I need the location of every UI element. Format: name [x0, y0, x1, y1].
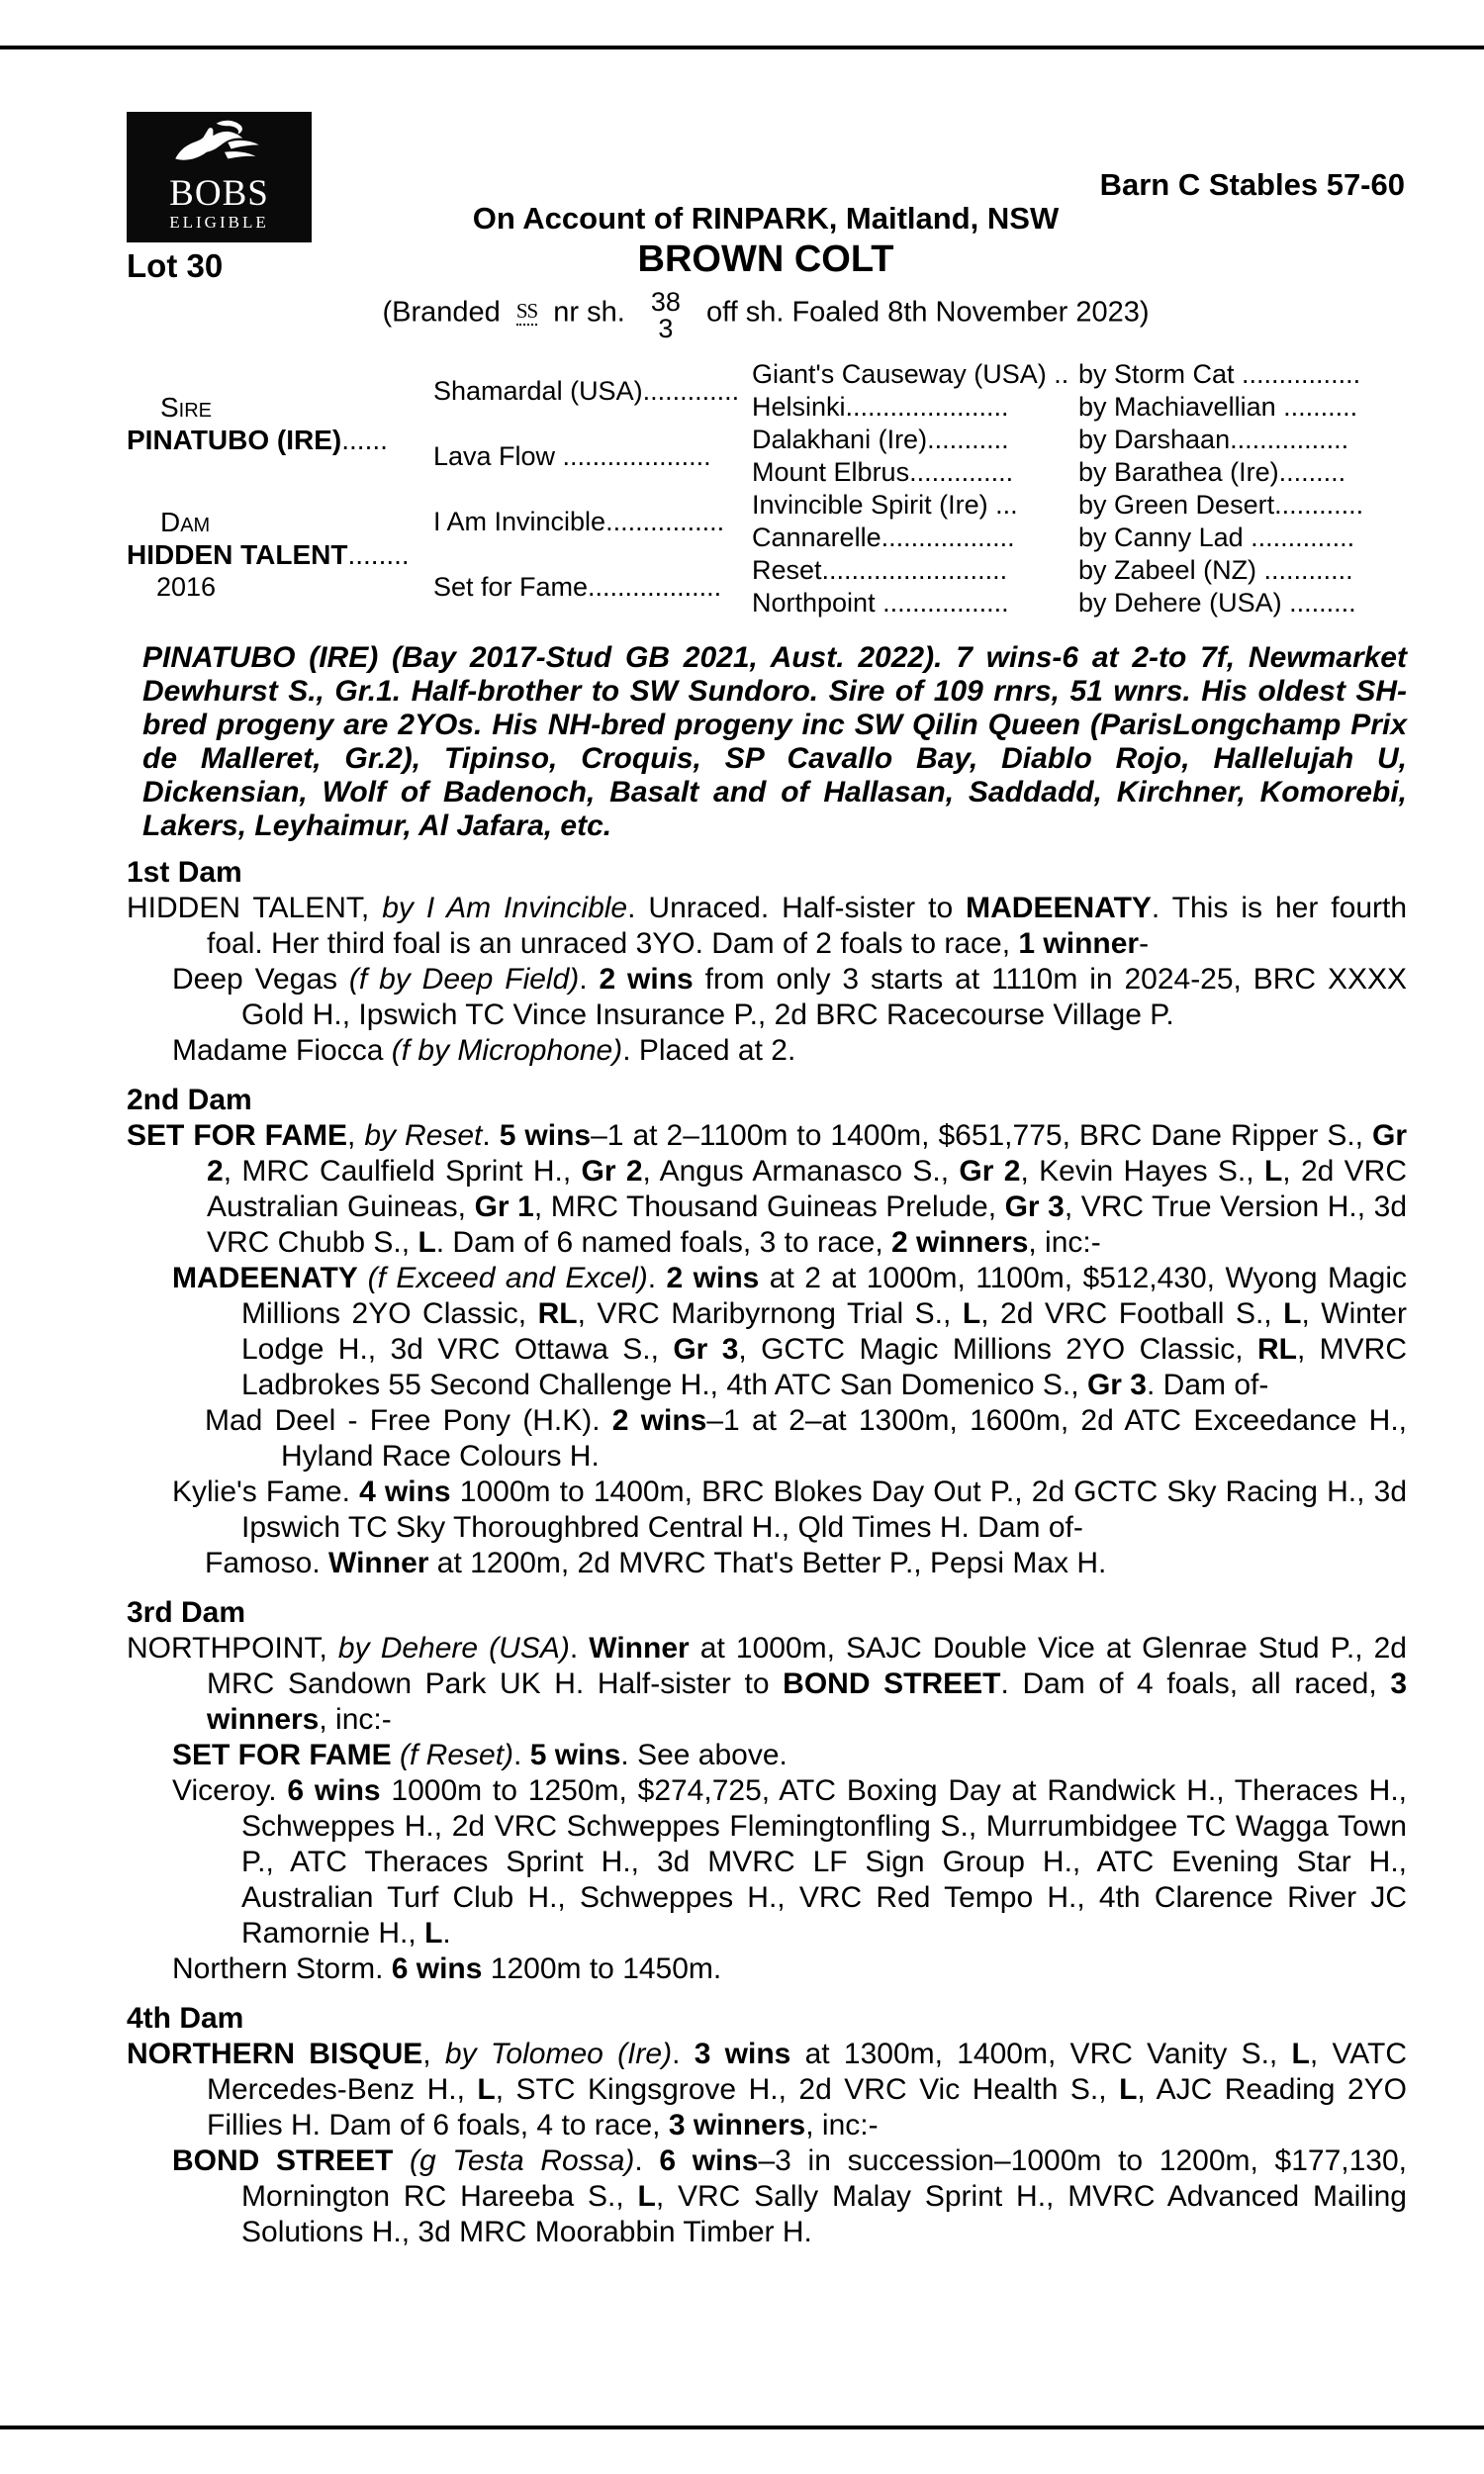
grandparent-sire: by Machiavellian .......... — [1078, 392, 1358, 422]
header-block — [127, 167, 1405, 343]
brand-number-top: 38 — [650, 287, 681, 317]
dam-paragraph: HIDDEN TALENT, by I Am Invincible. Unraced. Half-sister to MADEENATY. This is her fourth foal. Her third foal is an unraced 3YO. Dam of 2 foals to race, 1 winner- — [127, 892, 1408, 960]
section-heading-2nd-dam: 2nd Dam — [127, 1084, 252, 1116]
grandparent-name: Mount Elbrus.............. — [752, 457, 1014, 487]
branded-mid: nr sh. — [553, 296, 625, 329]
progeny-paragraph: Deep Vegas (f by Deep Field). 2 wins from only 3 starts at 1110m in 2024-25, BRC XXXX Gold H., Ipswich TC Vince Insurance P., 2d BRC Racecourse Village P. — [172, 963, 1408, 1031]
parent-name: Lava Flow .................... — [433, 440, 711, 471]
sire-blurb: PINATUBO (IRE) (Bay 2017-Stud GB 2021, Aust. 2022). 7 wins-6 at 2-to 7f, Newmarket Dewhurst S., Gr.1. Half-brother to SW Sundoro. Sire of 109 rnrs, 51 wnrs. His oldest SH-bred progeny are 2YOs. His NH-bred progeny inc SW Qilin Queen (ParisLongchamp Prix de Malleret, Gr.2), Tipinso, Croquis, SP Cavallo Bay, Diablo Rojo, Hallelujah U, Dickensian, Wolf of Badenoch, Basalt and of Hallasan, Saddadd, Kirchner, Komorebi, Lakers, Leyhaimur, Al Jafara, etc. — [142, 641, 1407, 842]
grandparent-name: Helsinki...................... — [752, 392, 1009, 422]
dam-block — [127, 489, 433, 619]
grandparent-name: Dalakhani (Ire)........... — [752, 425, 1009, 454]
grandparent-sire: by Zabeel (NZ) ............ — [1078, 555, 1353, 585]
branded-suffix: off sh. Foaled 8th November 2023) — [705, 296, 1150, 329]
grandparent-sire: by Dehere (USA) ......... — [1078, 588, 1356, 618]
top-rule — [0, 46, 1484, 49]
barn-info: Barn C Stables 57-60 — [1099, 167, 1405, 202]
progeny-paragraph: Northern Storm. 6 wins 1200m to 1450m. — [172, 1952, 722, 1985]
dam-paragraph: SET FOR FAME, by Reset. 5 wins–1 at 2–1100m to 1400m, $651,775, BRC Dane Ripper S., Gr 2, MRC Caulfield Sprint H., Gr 2, Angus Armanasco S., Gr 2, Kevin Hayes S., L, 2d VRC Australian Guineas, Gr 1, MRC Thousand Guineas Prelude, Gr 3, VRC True Version H., 3d VRC Chubb S., L. Dam of 6 named foals, 3 to race, 2 winners, inc:- — [127, 1119, 1408, 1259]
brand-number-bottom: 3 — [658, 314, 674, 343]
dam-paragraph: NORTHPOINT, by Dehere (USA). Winner at 1000m, SAJC Double Vice at Glenrae Stud P., 2d MRC Sandown Park UK H. Half-sister to BOND STREET. Dam of 4 foals, all raced, 3 winners, inc:- — [127, 1632, 1408, 1736]
grandparent-sire: by Green Desert............ — [1078, 490, 1364, 520]
lot-number: Lot 30 — [127, 247, 224, 284]
logo-text-eligible: ELIGIBLE — [169, 213, 269, 232]
age-fraction — [651, 289, 681, 342]
dam-paragraph: NORTHERN BISQUE, by Tolomeo (Ire). 3 wins at 1300m, 1400m, VRC Vanity S., L, VATC Mercedes-Benz H., L, STC Kingsgrove H., 2d VRC Vic Health S., L, AJC Reading 2YO Fillies H. Dam of 6 foals, 4 to race, 3 winners, inc:- — [127, 2038, 1408, 2141]
progeny-paragraph: Madame Fiocca (f by Microphone). Placed at 2. — [172, 1034, 796, 1067]
progeny-paragraph: MADEENATY (f Exceed and Excel). 2 wins at 2 at 1000m, 1100m, $512,430, Wyong Magic Millions 2YO Classic, RL, VRC Maribyrnong Trial S., L, 2d VRC Football S., L, Winter Lodge H., 3d VRC Ottawa S., Gr 3, GCTC Magic Millions 2YO Classic, RL, MVRC Ladbrokes 55 Second Challenge H., 4th ATC San Domenico S., Gr 3. Dam of- — [172, 1262, 1408, 1401]
brand-mark: SS — [516, 299, 537, 326]
sire-block — [127, 358, 433, 489]
dam-name: HIDDEN TALENT........ — [127, 538, 410, 570]
logo-text-bobs: BOBS — [169, 173, 269, 214]
grandparent-name: Cannarelle.................. — [752, 523, 1015, 552]
grandparent-name: Giant's Causeway (USA) .. — [752, 359, 1069, 389]
sire-label: Sire — [160, 392, 213, 423]
section-heading-4th-dam: 4th Dam — [127, 2002, 244, 2035]
branded-prefix: (Branded — [382, 296, 501, 329]
section-heading-1st-dam: 1st Dam — [127, 856, 242, 889]
grandparent-name: Reset......................... — [752, 555, 1008, 585]
grandparent-sire: by Storm Cat ................ — [1078, 359, 1361, 389]
parent-name: Shamardal (USA)............. — [433, 375, 740, 406]
progeny-paragraph: Viceroy. 6 wins 1000m to 1250m, $274,725, ATC Boxing Day at Randwick H., Theraces H., Schweppes H., 2d VRC Schweppes Flemingtonfling S., Murrumbidgee TC Wagga Town P., ATC Theraces Sprint H., 3d MVRC LF Sign Group H., ATC Evening Star H., Australian Turf Club H., Schweppes H., VRC Red Tempo H., 4th Clarence River JC Ramornie H., L. — [172, 1774, 1407, 1950]
branded-line — [127, 287, 1405, 343]
horse-head-icon — [160, 118, 279, 175]
grandparent-sire: by Canny Lad .............. — [1078, 523, 1355, 552]
account-line: On Account of RINPARK, Maitland, NSW — [472, 201, 1060, 236]
dam-year: 2016 — [156, 571, 217, 602]
parent-name: I Am Invincible................ — [433, 506, 725, 536]
grandparent-name: Invincible Spirit (Ire) ... — [752, 490, 1018, 520]
grandparent-sire: by Darshaan................ — [1078, 425, 1349, 454]
progeny-paragraph: Kylie's Fame. 4 wins 1000m to 1400m, BRC Blokes Day Out P., 2d GCTC Sky Racing H., 3d Ipswich TC Sky Thoroughbred Central H., Qld Times H. Dam of- — [172, 1475, 1407, 1544]
page-title: BROWN COLT — [637, 238, 894, 280]
parent-name: Set for Fame.................. — [433, 571, 722, 602]
sire-name: PINATUBO (IRE)...... — [127, 425, 388, 455]
progeny-paragraph: Mad Deel - Free Pony (H.K). 2 wins–1 at 2–at 1300m, 1600m, 2d ATC Exceedance H., Hyland Race Colours H. — [205, 1404, 1407, 1473]
grandparent-name: Northpoint ................. — [752, 588, 1009, 618]
bottom-rule — [0, 2426, 1484, 2429]
progeny-paragraph: BOND STREET (g Testa Rossa). 6 wins–3 in succession–1000m to 1200m, $177,130, Mornington RC Hareeba S., L, VRC Sally Malay Sprint H., MVRC Advanced Mailing Solutions H., 3d MRC Moorabbin Timber H. — [172, 2144, 1407, 2248]
dam-label: Dam — [160, 506, 211, 537]
pedigree-table — [127, 358, 1403, 619]
pedigree-text — [127, 641, 1407, 2250]
section-heading-3rd-dam: 3rd Dam — [127, 1596, 246, 1629]
progeny-paragraph: SET FOR FAME (f Reset). 5 wins. See above. — [172, 1739, 788, 1771]
progeny-paragraph: Famoso. Winner at 1200m, 2d MVRC That's Better P., Pepsi Max H. — [205, 1547, 1107, 1579]
grandparent-sire: by Barathea (Ire)......... — [1078, 457, 1346, 487]
